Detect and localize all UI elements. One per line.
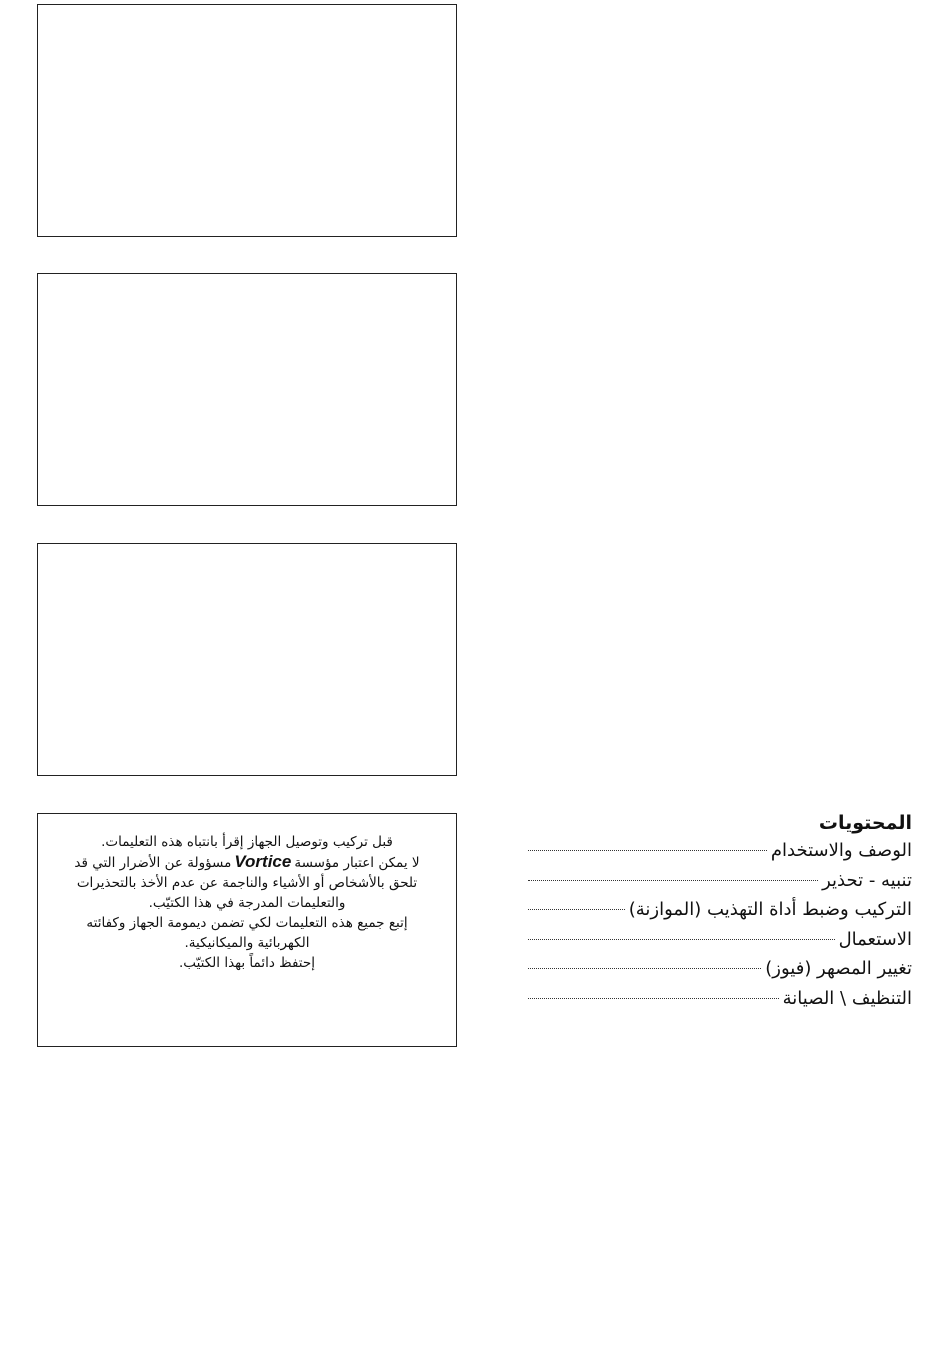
toc-item-label: التركيب وضبط أداة التهذيب (الموازنة) (628, 899, 912, 920)
blank-frame-2 (37, 273, 457, 506)
toc-item-label: التنظيف \ الصيانة (782, 987, 912, 1009)
toc-item-usage (528, 929, 912, 959)
toc-title: المحتويات (818, 812, 912, 834)
toc-item-label: تغيير المصهر (فيوز) (765, 958, 912, 979)
notice-liability-end: مسؤولة عن الأضرار التي قد تلحق بالأشخاص أو الأشياء والناجمة عن عدم الأخذ بالتحذيرات والتعليمات المدرجة في هذا الكتيّب. (74, 855, 418, 911)
toc-dot-leader (528, 968, 761, 969)
toc-item-warning (528, 870, 912, 900)
notice-keep-booklet: إحتفظ دائماً بهذا الكتيّب. (179, 955, 315, 971)
toc-item-installation (528, 899, 912, 929)
toc-item-label: تنبيه - تحذير (822, 869, 912, 891)
toc-item-label: الوصف والاستخدام (770, 840, 912, 861)
toc-item-cleaning (528, 988, 912, 1018)
toc-item-description (528, 840, 912, 870)
toc-dot-leader (528, 998, 779, 999)
brand-name: Vortice (234, 852, 292, 871)
safety-notice-text (38, 814, 456, 973)
toc-dot-leader (528, 850, 767, 851)
blank-frame-1 (37, 4, 457, 237)
blank-frame-3 (37, 543, 457, 776)
toc-item-fuse (528, 958, 912, 988)
notice-liability-start: لا يمكن اعتبار مؤسسة (294, 855, 420, 871)
toc-dot-leader (528, 939, 835, 940)
safety-notice-box (37, 813, 457, 1047)
toc-dot-leader (528, 880, 818, 881)
notice-read-instructions: قبل تركيب وتوصيل الجهاز إقرأ بانتباه هذه التعليمات. (101, 834, 393, 850)
table-of-contents (528, 808, 912, 1017)
notice-liability (60, 852, 434, 913)
notice-follow-instructions: إتبع جميع هذه التعليمات لكي تضمن ديمومة الجهاز وكفائته الكهربائية والميكانيكية. (86, 915, 408, 951)
toc-dot-leader (528, 909, 625, 910)
toc-item-label: الاستعمال (838, 928, 912, 950)
